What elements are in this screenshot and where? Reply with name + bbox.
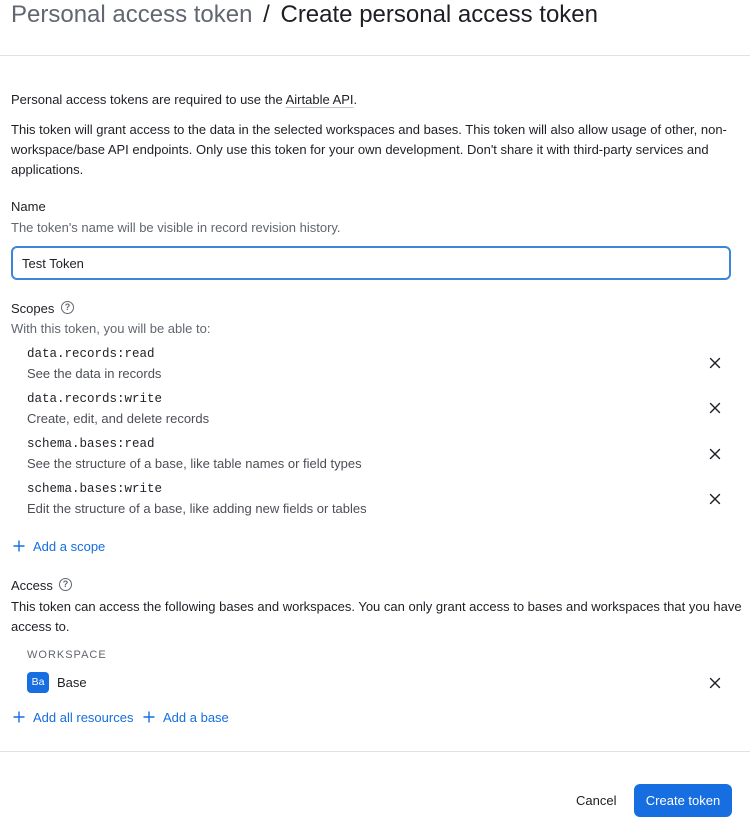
close-icon xyxy=(707,400,723,416)
scope-code: data.records:write xyxy=(27,392,163,406)
name-help-text: The token's name will be visible in record revision history. xyxy=(11,220,341,235)
page-header xyxy=(0,0,750,56)
breadcrumb-parent-link[interactable]: Personal access token xyxy=(11,1,253,28)
workspace-heading: WORKSPACE xyxy=(27,649,107,661)
scopes-label: Scopes xyxy=(11,301,55,316)
page-title: Create personal access token xyxy=(280,1,598,28)
access-description-line2: access to. xyxy=(11,619,70,634)
base-name: Base xyxy=(57,675,87,690)
close-icon xyxy=(707,491,723,507)
breadcrumb xyxy=(11,0,598,30)
add-base-label: Add a base xyxy=(163,710,229,725)
close-icon xyxy=(707,675,723,691)
access-help-icon[interactable]: ? xyxy=(59,578,72,591)
scope-code: schema.bases:read xyxy=(27,437,155,451)
token-name-input[interactable] xyxy=(11,246,731,280)
create-token-button[interactable]: Create token xyxy=(634,784,732,817)
name-label: Name xyxy=(11,199,46,214)
scopes-subtitle: With this token, you will be able to: xyxy=(11,321,211,336)
cancel-button[interactable]: Cancel xyxy=(576,793,617,808)
plus-icon xyxy=(13,540,25,552)
remove-scope-button[interactable] xyxy=(707,446,723,462)
add-scope-button[interactable] xyxy=(13,537,105,557)
add-scope-label: Add a scope xyxy=(33,539,106,554)
intro-suffix: . xyxy=(353,92,358,107)
close-icon xyxy=(707,446,723,462)
breadcrumb-separator: / xyxy=(263,1,270,28)
scope-description: See the data in records xyxy=(27,366,162,381)
scope-description: Edit the structure of a base, like adding new fields or tables xyxy=(27,501,367,516)
intro-paragraph-line2: workspace/base API endpoints. Only use this token for your own development. Don't share it with third-party services and xyxy=(11,142,709,157)
intro-paragraph-line3: applications. xyxy=(11,162,84,177)
scope-description: See the structure of a base, like table names or field types xyxy=(27,456,362,471)
remove-base-button[interactable] xyxy=(707,675,723,691)
scopes-help-icon[interactable]: ? xyxy=(61,301,74,314)
remove-scope-button[interactable] xyxy=(707,355,723,371)
intro-api-text xyxy=(11,90,357,110)
access-label: Access xyxy=(11,578,53,593)
plus-icon xyxy=(143,711,155,723)
add-base-button[interactable] xyxy=(143,708,229,728)
scope-description: Create, edit, and delete records xyxy=(27,411,210,426)
remove-scope-button[interactable] xyxy=(707,400,723,416)
close-icon xyxy=(707,355,723,371)
remove-scope-button[interactable] xyxy=(707,491,723,507)
scope-code: data.records:read xyxy=(27,347,155,361)
add-all-resources-button[interactable] xyxy=(13,708,133,728)
access-description-line1: This token can access the following bases and workspaces. You can only grant access to bases and workspaces that you have xyxy=(11,599,742,614)
footer-divider xyxy=(0,751,750,752)
intro-paragraph-line1: This token will grant access to the data in the selected workspaces and bases. This token will also allow usage of other, non- xyxy=(11,122,727,137)
airtable-api-link[interactable]: Airtable API xyxy=(285,92,354,107)
plus-icon xyxy=(13,711,25,723)
base-icon: Ba xyxy=(27,672,49,693)
intro-prefix: Personal access tokens are required to use the xyxy=(11,92,286,107)
scope-code: schema.bases:write xyxy=(27,482,163,496)
add-all-resources-label: Add all resources xyxy=(33,710,134,725)
